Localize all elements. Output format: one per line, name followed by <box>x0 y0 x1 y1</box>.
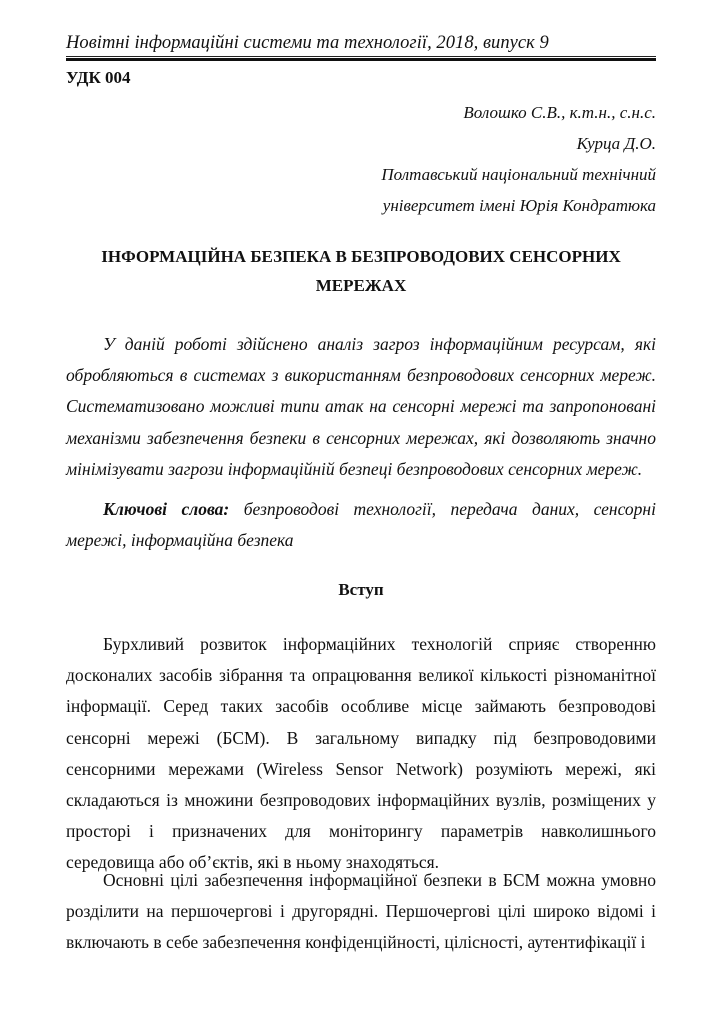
header-rule-divider <box>66 56 656 62</box>
section-heading-intro: Вступ <box>338 580 384 599</box>
keywords <box>66 494 656 556</box>
author-line: Курца Д.О. <box>576 134 656 153</box>
keywords-list: безпроводові технології, передача даних, сенсорні мережі, інформаційна безпека <box>66 499 656 551</box>
affiliation-line: університет імені Юрія Кондратюка <box>382 196 656 215</box>
paper-title-line: ІНФОРМАЦІЙНА БЕЗПЕКА В БЕЗПРОВОДОВИХ СЕНСОРНИХ <box>101 247 621 266</box>
author-block <box>381 97 656 221</box>
body-paragraph: Основні цілі забезпечення інформаційної безпеки в БСМ можна умовно розділити на першочергові і другорядні. Першочергові цілі широко відомі і включають в себе забезпечення конфіденційності, цілісності, аутентифікації і <box>66 870 656 953</box>
abstract: У даній роботі здійснено аналіз загроз інформаційним ресурсам, які обробляються в системах з використанням безпроводових сенсорних мереж. Систематизовано можливі типи атак на сенсорні мережі та запропоновані механізми забезпечення безпеки в сенсорних мережах, які дозволяють значно мінімізувати загрози інформаційній безпеці безпроводових сенсорних мереж. <box>66 334 656 479</box>
affiliation-line: Полтавський національний технічний <box>381 165 656 184</box>
header-rule-thick-line <box>66 58 656 61</box>
paper-title-line: МЕРЕЖАХ <box>315 276 407 295</box>
keywords-label: Ключові слова: <box>103 499 230 519</box>
paper-title <box>66 242 656 300</box>
header-rule-thin-line <box>66 56 656 57</box>
running-header: Новітні інформаційні системи та технології, 2018, випуск 9 <box>66 33 549 53</box>
udk-code: УДК 004 <box>66 68 131 87</box>
author-line: Волошко С.В., к.т.н., с.н.с. <box>463 103 656 122</box>
body-paragraph: Бурхливий розвиток інформаційних технологій сприяє створенню досконалих засобів зібрання та опрацювання великої кількості різноманітної інформації. Серед таких засобів особливе місце займають безпроводові сенсорні мережі (БСМ). В загальному випадку під безпроводовими сенсорними мережами (Wireless Sensor Network) розуміють мережі, які складаються із множини безпроводових інформаційних вузлів, розміщених у просторі і призначених для моніторингу параметрів навколишнього середовища або об’єктів, які в ньому знаходяться. <box>66 634 656 873</box>
